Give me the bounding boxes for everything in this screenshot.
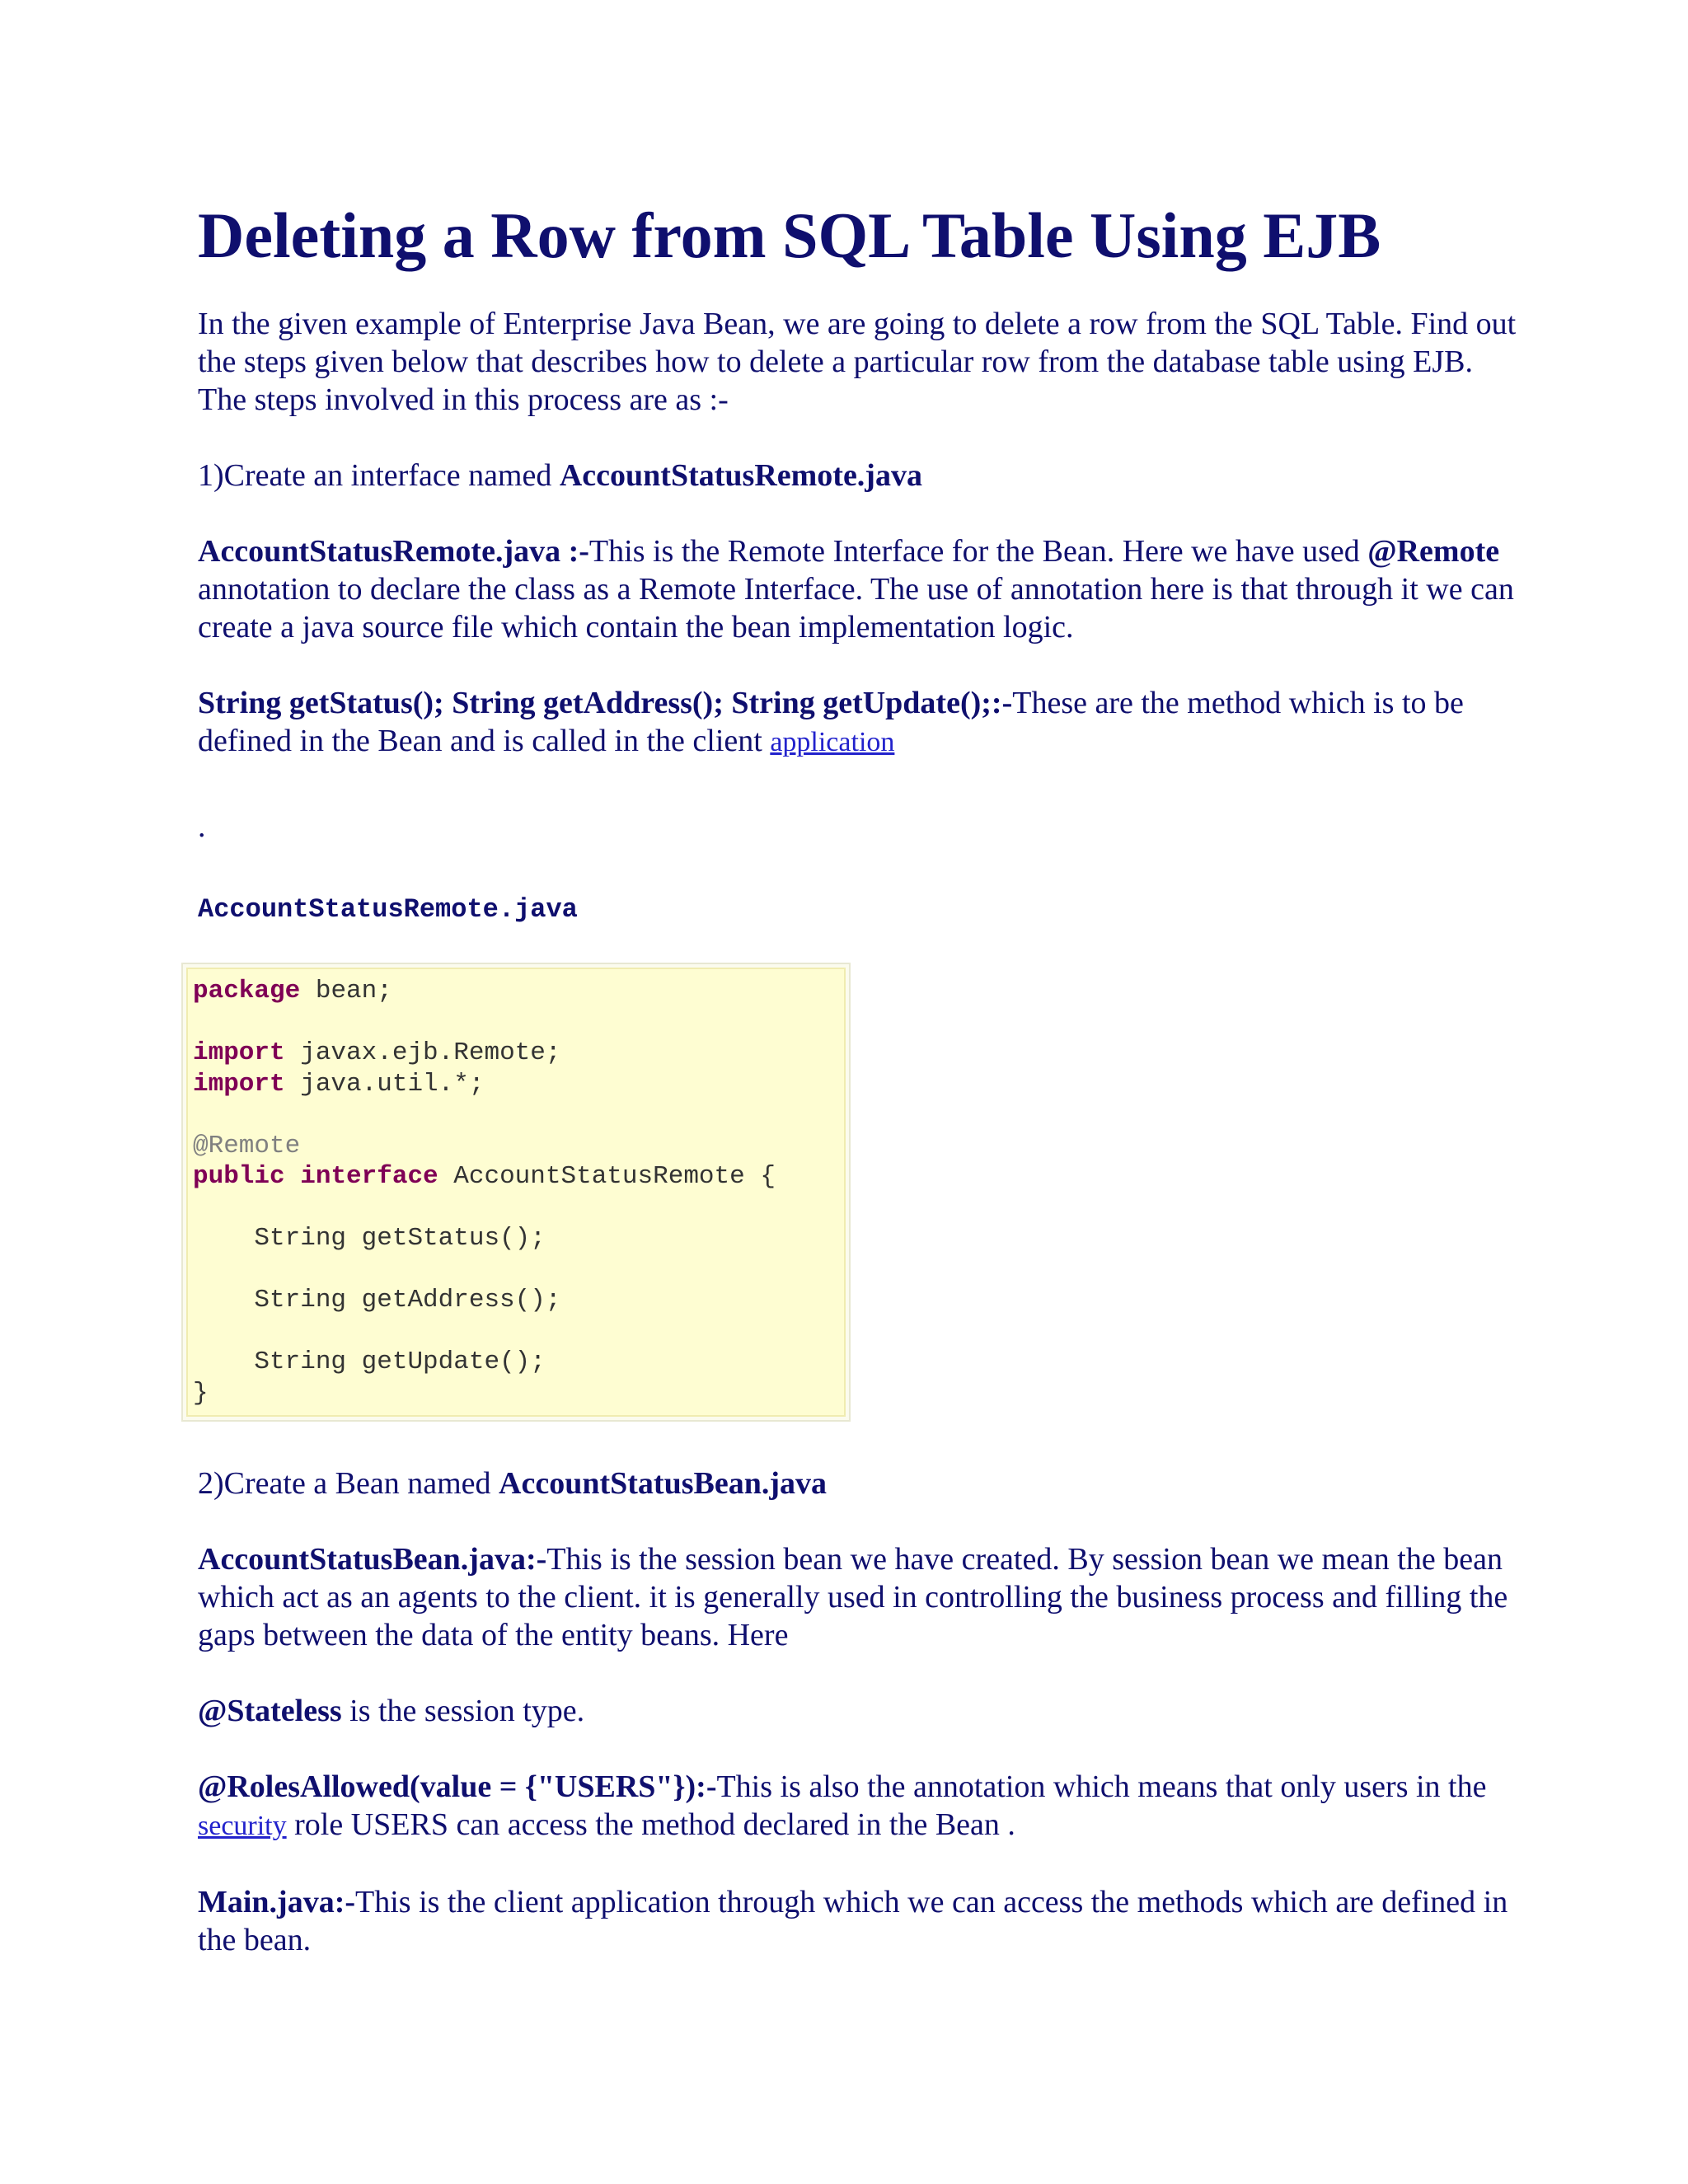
- step-1-text: 1)Create an interface named: [198, 458, 560, 493]
- code-line: [193, 1161, 839, 1193]
- intro-paragraph: In the given example of Enterprise Java Bean, we are going to delete a row from the SQL Table. Find out the steps given below that describes how to delete a particular row from the database table using EJB. The steps involved in this process are as :-: [198, 307, 1517, 417]
- stateless-description: [198, 1692, 1517, 1730]
- code-text: bean;: [300, 977, 392, 1005]
- remote-description: [198, 532, 1517, 646]
- code-block: [181, 963, 851, 1422]
- code-line: [193, 1038, 839, 1069]
- code-line: [193, 976, 839, 1007]
- methods-description: [198, 684, 1517, 762]
- code-blank-line: [193, 1193, 839, 1224]
- period-line: .: [198, 809, 206, 844]
- code-line: String getUpdate();: [193, 1347, 546, 1376]
- code-line: [193, 1069, 839, 1100]
- main-description: [198, 1883, 1517, 1959]
- document-page: [193, 194, 1517, 1959]
- remote-description-label: AccountStatusRemote.java :-: [198, 534, 589, 569]
- code-filename: AccountStatusRemote.java: [198, 894, 578, 925]
- code-keyword: import: [193, 1038, 285, 1067]
- step-2: [198, 1465, 1517, 1502]
- roles-text-1: This is also the annotation which means that only users in the: [716, 1769, 1487, 1804]
- main-text: This is the client application through which we can access the methods which are defined in the bean.: [198, 1885, 1508, 1957]
- code-keyword: package: [193, 977, 301, 1005]
- code-blank-line: [193, 1254, 839, 1286]
- methods-description-label: String getStatus(); String getAddress(); String getUpdate();:-: [198, 686, 1013, 720]
- code-keyword: interface: [300, 1162, 438, 1191]
- step-1: [198, 457, 1517, 494]
- remote-description-text-2: annotation to declare the class as a Remote Interface. The use of annotation here is that through it we can create a java source file which contain the bean implementation logic.: [198, 572, 1514, 644]
- roles-label: @RolesAllowed(value = {"USERS"}):-: [198, 1769, 717, 1804]
- security-link[interactable]: security: [198, 1811, 287, 1841]
- roles-description: [198, 1768, 1517, 1845]
- remote-description-text-1: This is the Remote Interface for the Bean. Here we have used: [588, 534, 1368, 569]
- step-2-text: 2)Create a Bean named: [198, 1466, 499, 1501]
- stateless-text: is the session type.: [341, 1694, 585, 1728]
- bean-description-label: AccountStatusBean.java:-: [198, 1542, 547, 1577]
- code-blank-line: [193, 1099, 839, 1131]
- code-keyword: public: [193, 1162, 285, 1191]
- stateless-label: @Stateless: [198, 1694, 342, 1728]
- code-line: [193, 1131, 839, 1162]
- code-blank-line: [193, 1316, 839, 1347]
- methods-description-text: These are the method which is to be defined in the Bean and is called in the client: [198, 686, 1464, 758]
- code-text: javax.ejb.Remote;: [284, 1038, 561, 1067]
- bean-description: [198, 1540, 1517, 1654]
- main-label: Main.java:-: [198, 1885, 356, 1919]
- code-keyword: import: [193, 1069, 285, 1099]
- roles-text-2: role USERS can access the method declared in the Bean .: [286, 1807, 1015, 1842]
- code-line: String getStatus();: [193, 1224, 546, 1253]
- code-line: }: [193, 1378, 209, 1408]
- remote-annotation-label: @Remote: [1367, 534, 1500, 569]
- step-2-filename: AccountStatusBean.java: [499, 1466, 828, 1501]
- application-link[interactable]: application: [770, 727, 895, 757]
- page-title: Deleting a Row from SQL Table Using EJB: [198, 199, 1381, 271]
- code-annotation: @Remote: [193, 1131, 301, 1160]
- bean-description-text: This is the session bean we have created. By session bean we mean the bean which act as an agents to the client. it is generally used in controlling the business process and filling the gaps between the data of the entity beans. Here: [198, 1542, 1508, 1652]
- code-listing: [186, 968, 846, 1417]
- step-1-filename: AccountStatusRemote.java: [559, 458, 922, 493]
- code-text: java.util.*;: [284, 1069, 485, 1099]
- code-blank-line: [193, 1007, 839, 1038]
- code-text: AccountStatusRemote {: [438, 1162, 776, 1191]
- code-line: String getAddress();: [193, 1286, 561, 1315]
